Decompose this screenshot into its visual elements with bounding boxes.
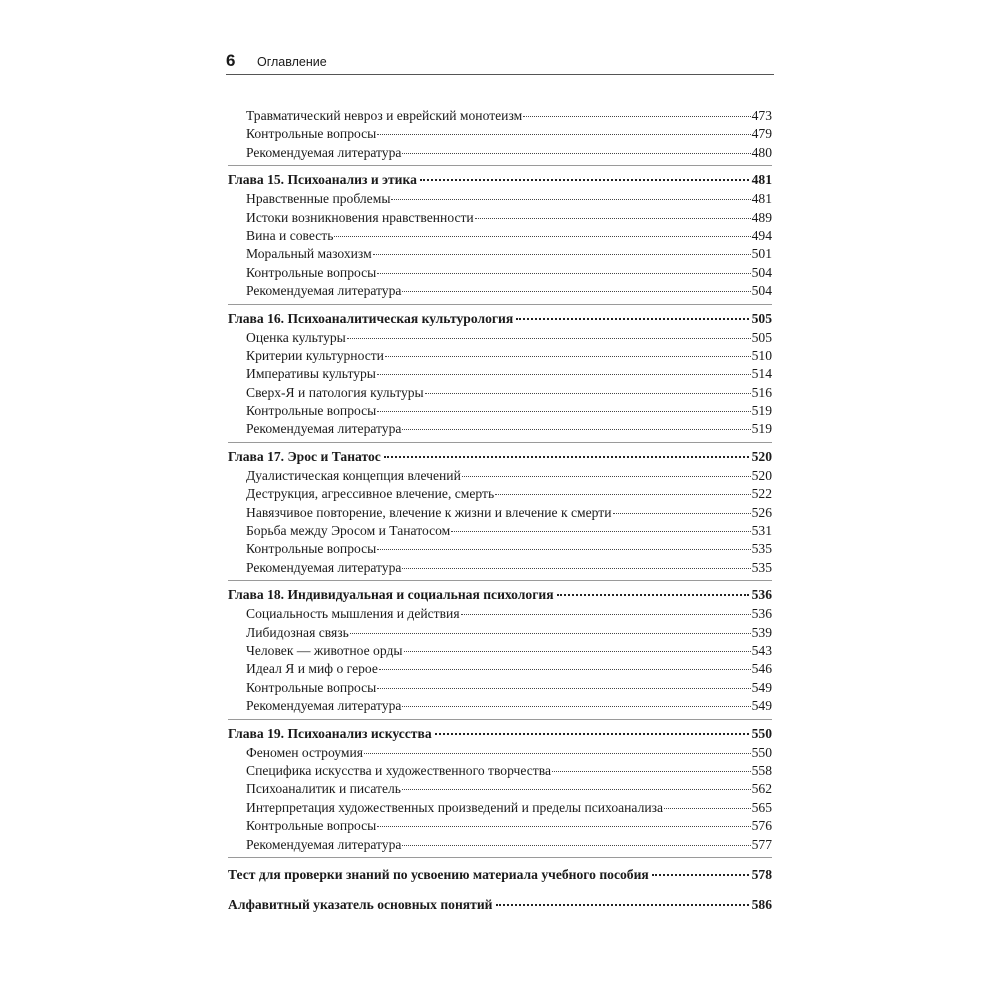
toc-subentry [228, 817, 772, 835]
toc-subentry [228, 420, 772, 438]
toc-subentry [228, 522, 772, 540]
toc-entry-page: 576 [751, 818, 772, 834]
toc-subentry [228, 660, 772, 678]
toc-entry-page: 536 [751, 606, 772, 622]
toc-entry-title: Глава 19. Психоанализ искусства [228, 725, 432, 741]
toc-entry-title: Рекомендуемая литература [246, 421, 402, 437]
toc-entry-page: 510 [751, 347, 772, 363]
toc-entry-title: Контрольные вопросы [246, 264, 377, 280]
toc-subentry [228, 144, 772, 162]
toc-entry-page: 473 [751, 108, 772, 123]
dot-leader [516, 317, 748, 320]
toc-subentry [228, 227, 772, 245]
toc-entry-title: Психоаналитик и писатель [246, 781, 402, 797]
toc-chapter-entry [228, 584, 772, 605]
toc-subentry [228, 605, 772, 623]
page-number: 6 [226, 51, 236, 70]
toc-entry-page: 546 [751, 661, 772, 677]
toc-subentry [228, 780, 772, 798]
dot-leader [402, 788, 751, 790]
toc-subentry [228, 642, 772, 660]
toc-entry-title: Императивы культуры [246, 366, 376, 382]
toc-entry-title: Контрольные вопросы [246, 403, 377, 419]
toc-subentry [228, 282, 772, 300]
dot-leader [377, 548, 750, 550]
toc-entry-title: Либидозная связь [246, 624, 349, 640]
toc-subentry [228, 836, 772, 854]
toc-entry-page: 481 [751, 172, 772, 188]
dot-leader [613, 512, 751, 514]
toc-entry-title: Вина и совесть [246, 227, 334, 243]
dot-leader [425, 392, 751, 394]
toc-entry-title: Сверх-Я и патология культуры [246, 384, 424, 400]
toc-entry-title: Контрольные вопросы [246, 126, 377, 142]
toc-entry-page: 543 [751, 642, 772, 658]
toc-entry-page: 549 [751, 679, 772, 695]
toc-entry-page: 505 [751, 329, 772, 345]
dot-leader [652, 873, 749, 876]
toc-entry-title: Социальность мышления и действия [246, 606, 460, 622]
toc-subentry [228, 125, 772, 143]
toc-entry-page: 479 [751, 126, 772, 142]
dot-leader [377, 373, 751, 375]
dot-leader [373, 253, 751, 255]
section-divider [228, 580, 772, 581]
toc-subentry [228, 467, 772, 485]
dot-leader [404, 650, 751, 652]
toc-entry-page: 514 [751, 366, 772, 382]
dot-leader [435, 732, 749, 735]
toc-entry-title: Нравственные проблемы [246, 191, 391, 207]
toc-subentry [228, 365, 772, 383]
dot-leader [475, 217, 751, 219]
toc-entry-title: Глава 15. Психоанализ и этика [228, 172, 417, 188]
toc-entry-title: Рекомендуемая литература [246, 283, 402, 299]
toc-entry-title: Специфика искусства и художественного творчества [246, 762, 551, 778]
dot-leader [379, 668, 751, 670]
section-divider [228, 442, 772, 443]
toc-entry-title: Рекомендуемая литература [246, 698, 402, 714]
toc-entry-page: 516 [751, 384, 772, 400]
section-divider [228, 304, 772, 305]
dot-leader [384, 455, 749, 458]
toc-entry-page: 520 [751, 448, 772, 464]
toc-back-matter-entry [228, 862, 772, 888]
toc-subentry [228, 679, 772, 697]
dot-leader [557, 593, 749, 596]
dot-leader [377, 687, 750, 689]
toc-entry-page: 519 [751, 421, 772, 437]
toc-subentry [228, 799, 772, 817]
dot-leader [402, 290, 750, 292]
toc-entry-page: 536 [751, 587, 772, 603]
toc-entry-page: 535 [751, 541, 772, 557]
dot-leader [461, 613, 751, 615]
toc-entry-page: 550 [751, 725, 772, 741]
toc-entry-page: 480 [751, 144, 772, 160]
toc-chapter-entry [228, 169, 772, 190]
toc-entry-page: 494 [751, 227, 772, 243]
toc-subentry [228, 384, 772, 402]
toc-entry-title: Оценка культуры [246, 329, 346, 345]
toc-entry-page: 565 [751, 799, 772, 815]
toc-entry-title: Моральный мазохизм [246, 246, 372, 262]
toc-entry-page: 550 [751, 744, 772, 760]
dot-leader [552, 770, 751, 772]
toc-entry-title: Тест для проверки знаний по усвоению материала учебного пособия [228, 866, 649, 882]
toc-entry-title: Глава 18. Индивидуальная и социальная психология [228, 587, 554, 603]
dot-leader [402, 705, 750, 707]
toc-subentry [228, 329, 772, 347]
toc-entry-page: 501 [751, 246, 772, 262]
toc-entry-page: 505 [751, 310, 772, 326]
dot-leader [377, 825, 750, 827]
toc-entry-page: 522 [751, 486, 772, 502]
toc-chapter-entry [228, 723, 772, 744]
dot-leader [451, 530, 750, 532]
table-of-contents [228, 107, 772, 918]
dot-leader [496, 903, 749, 906]
toc-subentry [228, 107, 772, 125]
toc-entry-title: Критерии культурности [246, 347, 384, 363]
toc-entry-title: Навязчивое повторение, влечение к жизни и влечение к смерти [246, 504, 612, 520]
toc-chapter-entry [228, 308, 772, 329]
section-divider [228, 857, 772, 858]
toc-entry-page: 489 [751, 209, 772, 225]
dot-leader [364, 752, 751, 754]
toc-subentry [228, 347, 772, 365]
dot-leader [377, 272, 750, 274]
dot-leader [402, 152, 750, 154]
toc-chapter-entry [228, 446, 772, 467]
dot-leader [334, 235, 750, 237]
toc-entry-title: Глава 16. Психоаналитическая культурология [228, 310, 514, 326]
dot-leader [385, 355, 751, 357]
toc-subentry [228, 190, 772, 208]
section-divider [228, 719, 772, 720]
dot-leader [495, 493, 750, 495]
toc-entry-page: 577 [751, 836, 772, 852]
toc-subentry [228, 559, 772, 577]
toc-entry-title: Контрольные вопросы [246, 679, 377, 695]
dot-leader [402, 567, 750, 569]
dot-leader [462, 475, 751, 477]
toc-entry-title: Дуалистическая концепция влечений [246, 467, 461, 483]
toc-entry-title: Рекомендуемая литература [246, 144, 402, 160]
toc-entry-title: Феномен остроумия [246, 744, 363, 760]
toc-subentry [228, 264, 772, 282]
dot-leader [420, 178, 749, 181]
toc-subentry [228, 209, 772, 227]
toc-entry-title: Идеал Я и миф о герое [246, 661, 378, 677]
toc-entry-page: 520 [751, 467, 772, 483]
running-title: Оглавление [257, 55, 327, 69]
toc-entry-page: 539 [751, 624, 772, 640]
toc-entry-page: 578 [751, 866, 772, 882]
dot-leader [391, 198, 750, 200]
dot-leader [402, 844, 750, 846]
toc-entry-title: Деструкция, агрессивное влечение, смерть [246, 486, 495, 502]
dot-leader [523, 115, 750, 117]
dot-leader [402, 428, 750, 430]
toc-subentry [228, 697, 772, 715]
toc-entry-title: Глава 17. Эрос и Танатос [228, 448, 381, 464]
toc-entry-title: Человек — животное орды [246, 642, 403, 658]
toc-entry-page: 562 [751, 781, 772, 797]
toc-entry-page: 558 [751, 762, 772, 778]
toc-entry-title: Контрольные вопросы [246, 818, 377, 834]
toc-entry-page: 504 [751, 283, 772, 299]
toc-subentry [228, 762, 772, 780]
toc-entry-title: Истоки возникновения нравственности [246, 209, 474, 225]
toc-entry-page: 481 [751, 191, 772, 207]
toc-entry-title: Алфавитный указатель основных понятий [228, 896, 493, 912]
toc-entry-page: 535 [751, 559, 772, 575]
toc-subentry [228, 504, 772, 522]
dot-leader [347, 337, 751, 339]
dot-leader [377, 410, 750, 412]
section-divider [228, 165, 772, 166]
dot-leader [664, 807, 751, 809]
toc-entry-title: Травматический невроз и еврейский монотеизм [246, 108, 523, 123]
toc-entry-title: Рекомендуемая литература [246, 559, 402, 575]
dot-leader [350, 632, 751, 634]
header-rule [226, 74, 774, 75]
toc-entry-title: Рекомендуемая литература [246, 836, 402, 852]
toc-subentry [228, 485, 772, 503]
toc-entry-title: Борьба между Эросом и Танатосом [246, 523, 451, 539]
toc-subentry [228, 624, 772, 642]
toc-entry-title: Интерпретация художественных произведений и пределы психоанализа [246, 799, 664, 815]
toc-entry-page: 549 [751, 698, 772, 714]
dot-leader [377, 133, 750, 135]
toc-entry-title: Контрольные вопросы [246, 541, 377, 557]
toc-subentry [228, 245, 772, 263]
toc-entry-page: 531 [751, 523, 772, 539]
toc-subentry [228, 540, 772, 558]
running-header [226, 50, 774, 74]
toc-subentry [228, 402, 772, 420]
toc-entry-page: 526 [751, 504, 772, 520]
toc-entry-page: 519 [751, 403, 772, 419]
toc-entry-page: 586 [751, 896, 772, 912]
toc-subentry [228, 744, 772, 762]
toc-back-matter-entry [228, 892, 772, 918]
toc-entry-page: 504 [751, 264, 772, 280]
